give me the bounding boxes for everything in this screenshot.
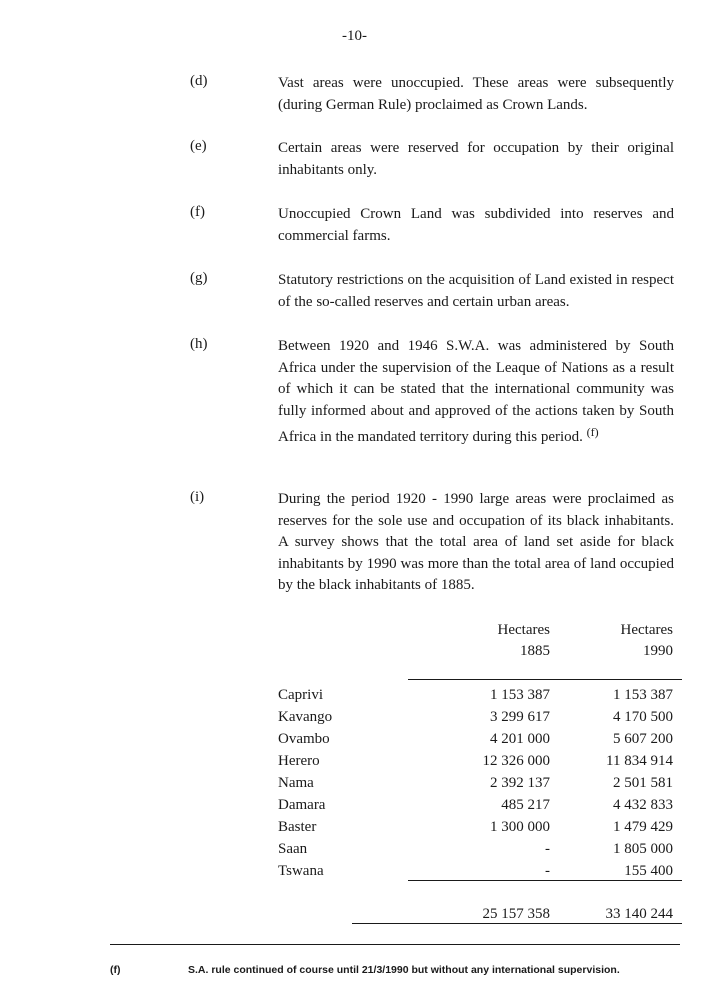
item-label-f: (f) bbox=[190, 204, 205, 220]
row-name: Herero bbox=[278, 753, 320, 769]
footnote-reference: (f) bbox=[586, 425, 599, 439]
item-label-h: (h) bbox=[190, 336, 208, 352]
item-label-g: (g) bbox=[190, 270, 208, 286]
value-1885: 3 299 617 bbox=[490, 709, 550, 725]
column-header-year-1990: 1990 bbox=[643, 643, 673, 659]
value-1990: 1 153 387 bbox=[613, 687, 673, 703]
footnote-text: S.A. rule continued of course until 21/3/1990 but without any international supervision. bbox=[188, 964, 620, 976]
row-name: Damara bbox=[278, 797, 326, 813]
row-name: Saan bbox=[278, 841, 308, 857]
column-header-unit-1990: Hectares bbox=[620, 622, 673, 638]
total-rule bbox=[352, 923, 682, 924]
footnote-rule bbox=[110, 944, 680, 945]
value-1885: - bbox=[545, 863, 550, 879]
item-label-i: (i) bbox=[190, 489, 205, 505]
value-1990: 2 501 581 bbox=[613, 775, 673, 791]
item-label-e: (e) bbox=[190, 138, 207, 154]
item-text-h-body: Between 1920 and 1946 S.W.A. was administered by South Africa under the supervision of the Leaque of Nations as a result of which it can be stated that the international community was fully informed about and approved of the actions taken by South Africa in the mandated territory during this period. bbox=[278, 338, 674, 445]
row-name: Caprivi bbox=[278, 687, 323, 703]
value-1990: 5 607 200 bbox=[613, 731, 673, 747]
subtotal-rule bbox=[408, 880, 682, 881]
page-number: -10- bbox=[342, 28, 367, 44]
value-1885: 1 300 000 bbox=[490, 819, 550, 835]
value-1885: - bbox=[545, 841, 550, 857]
value-1885: 2 392 137 bbox=[490, 775, 550, 791]
value-1885: 485 217 bbox=[501, 797, 550, 813]
row-name: Kavango bbox=[278, 709, 333, 725]
value-1990: 4 170 500 bbox=[613, 709, 673, 725]
footnote-marker: (f) bbox=[110, 964, 121, 976]
total-1885: 25 157 358 bbox=[482, 906, 550, 922]
column-header-year-1885: 1885 bbox=[520, 643, 550, 659]
row-name: Tswana bbox=[278, 863, 324, 879]
value-1990: 11 834 914 bbox=[606, 753, 673, 769]
value-1885: 4 201 000 bbox=[490, 731, 550, 747]
row-name: Nama bbox=[278, 775, 314, 791]
item-text-e: Certain areas were reserved for occupation by their original inhabitants only. bbox=[278, 140, 674, 178]
total-1990: 33 140 244 bbox=[605, 906, 673, 922]
item-text-f: Unoccupied Crown Land was subdivided into reserves and commercial farms. bbox=[278, 206, 674, 244]
column-header-unit-1885: Hectares bbox=[497, 622, 550, 638]
value-1885: 12 326 000 bbox=[482, 753, 550, 769]
header-rule bbox=[408, 679, 682, 680]
item-text-g: Statutory restrictions on the acquisition of Land existed in respect of the so-called reserves and certain urban areas. bbox=[278, 272, 674, 310]
value-1990: 155 400 bbox=[624, 863, 673, 879]
value-1990: 1 479 429 bbox=[613, 819, 673, 835]
item-text-h bbox=[278, 336, 674, 449]
row-name: Ovambo bbox=[278, 731, 330, 747]
row-name: Baster bbox=[278, 819, 317, 835]
item-label-d: (d) bbox=[190, 73, 208, 89]
value-1990: 1 805 000 bbox=[613, 841, 673, 857]
item-text-i: During the period 1920 - 1990 large areas were proclaimed as reserves for the sole use and occupation of its black inhabitants. A survey shows that the total area of land set aside for black inhabitants by 1990 was more than the total area of land occupied by the black inhabitants of 1885. bbox=[278, 491, 674, 593]
value-1885: 1 153 387 bbox=[490, 687, 550, 703]
value-1990: 4 432 833 bbox=[613, 797, 673, 813]
item-text-d: Vast areas were unoccupied. These areas were subsequently (during German Rule) proclaimed as Crown Lands. bbox=[278, 75, 674, 113]
